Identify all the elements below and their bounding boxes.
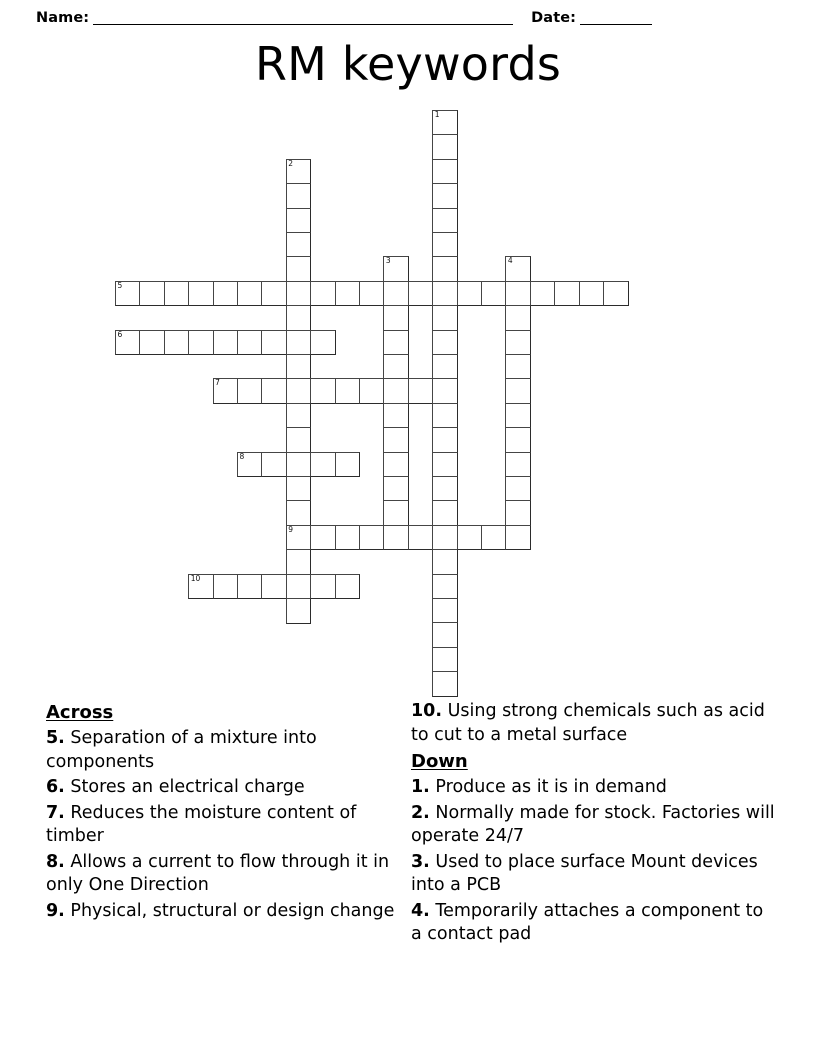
clue-number: 3. (411, 851, 430, 872)
crossword-cell[interactable] (286, 549, 312, 575)
clue-number-label: 5 (117, 280, 123, 290)
crossword-cell[interactable] (383, 378, 409, 404)
crossword-cell[interactable] (505, 403, 531, 429)
crossword-cell[interactable] (286, 403, 312, 429)
crossword-cell[interactable] (310, 574, 336, 600)
crossword-cell[interactable] (408, 281, 434, 307)
crossword-cell[interactable] (286, 305, 312, 331)
crossword-cell[interactable] (432, 208, 458, 234)
crossword-cell[interactable] (505, 427, 531, 453)
clue-number: 1. (411, 777, 430, 797)
crossword-cell[interactable] (383, 354, 409, 380)
crossword-cell[interactable] (286, 452, 312, 478)
crossword-cell[interactable] (115, 330, 141, 356)
crossword-cell[interactable] (383, 330, 409, 356)
crossword-cell[interactable] (164, 281, 190, 307)
clues-column-left (46, 700, 411, 949)
crossword-cell[interactable] (237, 452, 263, 478)
crossword-cell[interactable] (432, 549, 458, 575)
crossword-cell[interactable] (335, 452, 361, 478)
crossword-cell[interactable] (286, 354, 312, 380)
crossword-cell[interactable] (286, 598, 312, 624)
crossword-cell[interactable] (383, 427, 409, 453)
crossword-cell[interactable] (457, 281, 483, 307)
clue-text: Using strong chemicals such as acid to cut to a metal surface (411, 701, 765, 745)
crossword-cell[interactable] (261, 452, 287, 478)
crossword-cell[interactable] (432, 378, 458, 404)
clue-text: Produce as it is in demand (429, 777, 667, 797)
crossword-cell[interactable] (579, 281, 605, 307)
crossword-cell[interactable] (383, 452, 409, 478)
crossword-cell[interactable] (286, 574, 312, 600)
clue-down-4 (411, 900, 776, 947)
crossword-cell[interactable] (286, 256, 312, 282)
crossword-cell[interactable] (432, 427, 458, 453)
crossword-cell[interactable] (237, 574, 263, 600)
clue-number: 7. (46, 802, 65, 823)
crossword-cell[interactable] (432, 134, 458, 160)
crossword-cell[interactable] (286, 208, 312, 234)
crossword-cell[interactable] (310, 330, 336, 356)
page-title: RM keywords (254, 37, 562, 91)
crossword-cell[interactable] (432, 330, 458, 356)
crossword-cell[interactable] (188, 574, 214, 600)
crossword-cell[interactable] (286, 476, 312, 502)
clue-number: 4. (411, 900, 430, 921)
crossword-cell[interactable] (505, 305, 531, 331)
crossword-cell[interactable] (530, 281, 556, 307)
crossword-cell[interactable] (432, 647, 458, 673)
clue-across-8 (46, 851, 411, 898)
clue-number-label: 10 (190, 573, 201, 583)
clue-number: 2. (411, 802, 430, 823)
crossword-cell[interactable] (310, 452, 336, 478)
crossword-cell[interactable] (261, 281, 287, 307)
clue-number-label: 7 (215, 378, 220, 388)
crossword-cell[interactable] (213, 378, 239, 404)
crossword-cell[interactable] (432, 256, 458, 282)
crossword-cell[interactable] (432, 598, 458, 624)
crossword-cell[interactable] (286, 500, 312, 526)
crossword-cell[interactable] (505, 452, 531, 478)
crossword-cell[interactable] (603, 281, 629, 307)
crossword-cell[interactable] (286, 159, 312, 185)
clue-number: 9. (46, 900, 65, 921)
crossword-cell[interactable] (188, 330, 214, 356)
clue-number-label: 1 (434, 110, 440, 119)
crossword-cell[interactable] (505, 256, 531, 282)
crossword-cell[interactable] (554, 281, 580, 307)
clue-number: 8. (46, 851, 65, 872)
clue-number-label: 4 (507, 256, 513, 266)
crossword-cell[interactable] (432, 281, 458, 307)
clue-text: Used to place surface Mount devices into a PCB (411, 851, 758, 895)
crossword-cell[interactable] (286, 427, 312, 453)
crossword-cell[interactable] (237, 330, 263, 356)
crossword-cell[interactable] (432, 159, 458, 185)
crossword-cell[interactable] (432, 110, 458, 136)
clue-across-7 (46, 802, 411, 849)
clue-text: Stores an electrical charge (64, 777, 305, 797)
crossword-cell[interactable] (286, 232, 312, 258)
crossword-cell[interactable] (432, 305, 458, 331)
clue-number-label: 8 (239, 451, 245, 461)
clue-number-label: 6 (117, 329, 123, 339)
crossword-cell[interactable] (432, 500, 458, 526)
crossword-cell[interactable] (139, 281, 165, 307)
crossword-cell[interactable] (505, 500, 531, 526)
crossword-cell[interactable] (188, 281, 214, 307)
crossword-cell[interactable] (286, 183, 312, 209)
clue-text: Separation of a mixture into components (46, 728, 317, 772)
crossword-cell[interactable] (310, 281, 336, 307)
crossword-cell[interactable] (432, 476, 458, 502)
crossword-cell[interactable] (432, 574, 458, 600)
crossword-cell[interactable] (335, 525, 361, 551)
crossword-cell[interactable] (457, 525, 483, 551)
clue-down-1 (411, 776, 776, 800)
crossword-cell[interactable] (505, 476, 531, 502)
clue-across-9 (46, 900, 411, 924)
clue-number: 6. (46, 777, 65, 797)
crossword-cell[interactable] (432, 622, 458, 648)
crossword-cell[interactable] (408, 525, 434, 551)
date-label: Date: (531, 10, 577, 26)
clue-text: Physical, structural or design change (64, 900, 395, 921)
clue-across-5 (46, 727, 411, 774)
crossword-cell[interactable] (213, 574, 239, 600)
crossword-cell[interactable] (408, 378, 434, 404)
crossword-cell[interactable] (237, 378, 263, 404)
clues-section (0, 700, 816, 949)
clue-number-label: 9 (288, 524, 294, 534)
crossword-cell[interactable] (432, 354, 458, 380)
clue-number-label: 3 (385, 256, 391, 266)
crossword-cell[interactable] (432, 525, 458, 551)
crossword-cell[interactable] (359, 378, 385, 404)
clues-column-right (411, 700, 776, 949)
clue-text: Allows a current to flow through it in only One Direction (46, 851, 390, 895)
crossword-cell[interactable] (286, 281, 312, 307)
crossword-cell[interactable] (359, 281, 385, 307)
crossword-cell[interactable] (164, 330, 190, 356)
clue-across-6 (46, 776, 411, 800)
name-label: Name: (36, 10, 90, 26)
crossword-cell[interactable] (286, 378, 312, 404)
crossword-cell[interactable] (505, 330, 531, 356)
crossword-cell[interactable] (286, 330, 312, 356)
crossword-cell[interactable] (310, 525, 336, 551)
crossword-cell[interactable] (115, 281, 141, 307)
crossword-cell[interactable] (335, 281, 361, 307)
crossword-cell[interactable] (335, 378, 361, 404)
crossword-cell[interactable] (383, 500, 409, 526)
crossword-cell[interactable] (261, 378, 287, 404)
clue-text: Temporarily attaches a component to a contact pad (411, 900, 764, 944)
crossword-cell[interactable] (286, 525, 312, 551)
crossword-cell[interactable] (505, 281, 531, 307)
crossword-cell[interactable] (383, 525, 409, 551)
crossword-cell[interactable] (481, 525, 507, 551)
crossword-cell[interactable] (505, 354, 531, 380)
crossword-cell[interactable] (383, 403, 409, 429)
across-heading: Across (46, 702, 114, 723)
crossword-cell[interactable] (432, 452, 458, 478)
clue-text: Reduces the moisture content of timber (46, 802, 357, 846)
crossword-cell[interactable] (261, 574, 287, 600)
clue-number: 10. (411, 701, 443, 721)
clue-text: Normally made for stock. Factories will operate 24/7 (411, 802, 775, 846)
down-heading: Down (411, 751, 468, 772)
crossword-cell[interactable] (432, 183, 458, 209)
crossword-cell[interactable] (261, 330, 287, 356)
crossword-cell[interactable] (237, 281, 263, 307)
crossword-cell[interactable] (481, 281, 507, 307)
crossword-cell[interactable] (213, 330, 239, 356)
clue-number: 5. (46, 728, 65, 748)
crossword-cell[interactable] (139, 330, 165, 356)
crossword-cell[interactable] (505, 525, 531, 551)
crossword-cell[interactable] (383, 305, 409, 331)
crossword-cell[interactable] (383, 256, 409, 282)
crossword-cell[interactable] (432, 671, 458, 697)
clue-across-10 (411, 700, 776, 747)
crossword-cell[interactable] (432, 232, 458, 258)
crossword-cell[interactable] (383, 281, 409, 307)
crossword-cell[interactable] (383, 476, 409, 502)
crossword-cell[interactable] (310, 378, 336, 404)
clue-number-label: 2 (288, 158, 294, 168)
clue-down-3 (411, 851, 776, 898)
crossword-cell[interactable] (359, 525, 385, 551)
crossword-cell[interactable] (335, 574, 361, 600)
crossword-cell[interactable] (505, 378, 531, 404)
crossword-cell[interactable] (432, 403, 458, 429)
clue-down-2 (411, 802, 776, 849)
crossword-cell[interactable] (213, 281, 239, 307)
